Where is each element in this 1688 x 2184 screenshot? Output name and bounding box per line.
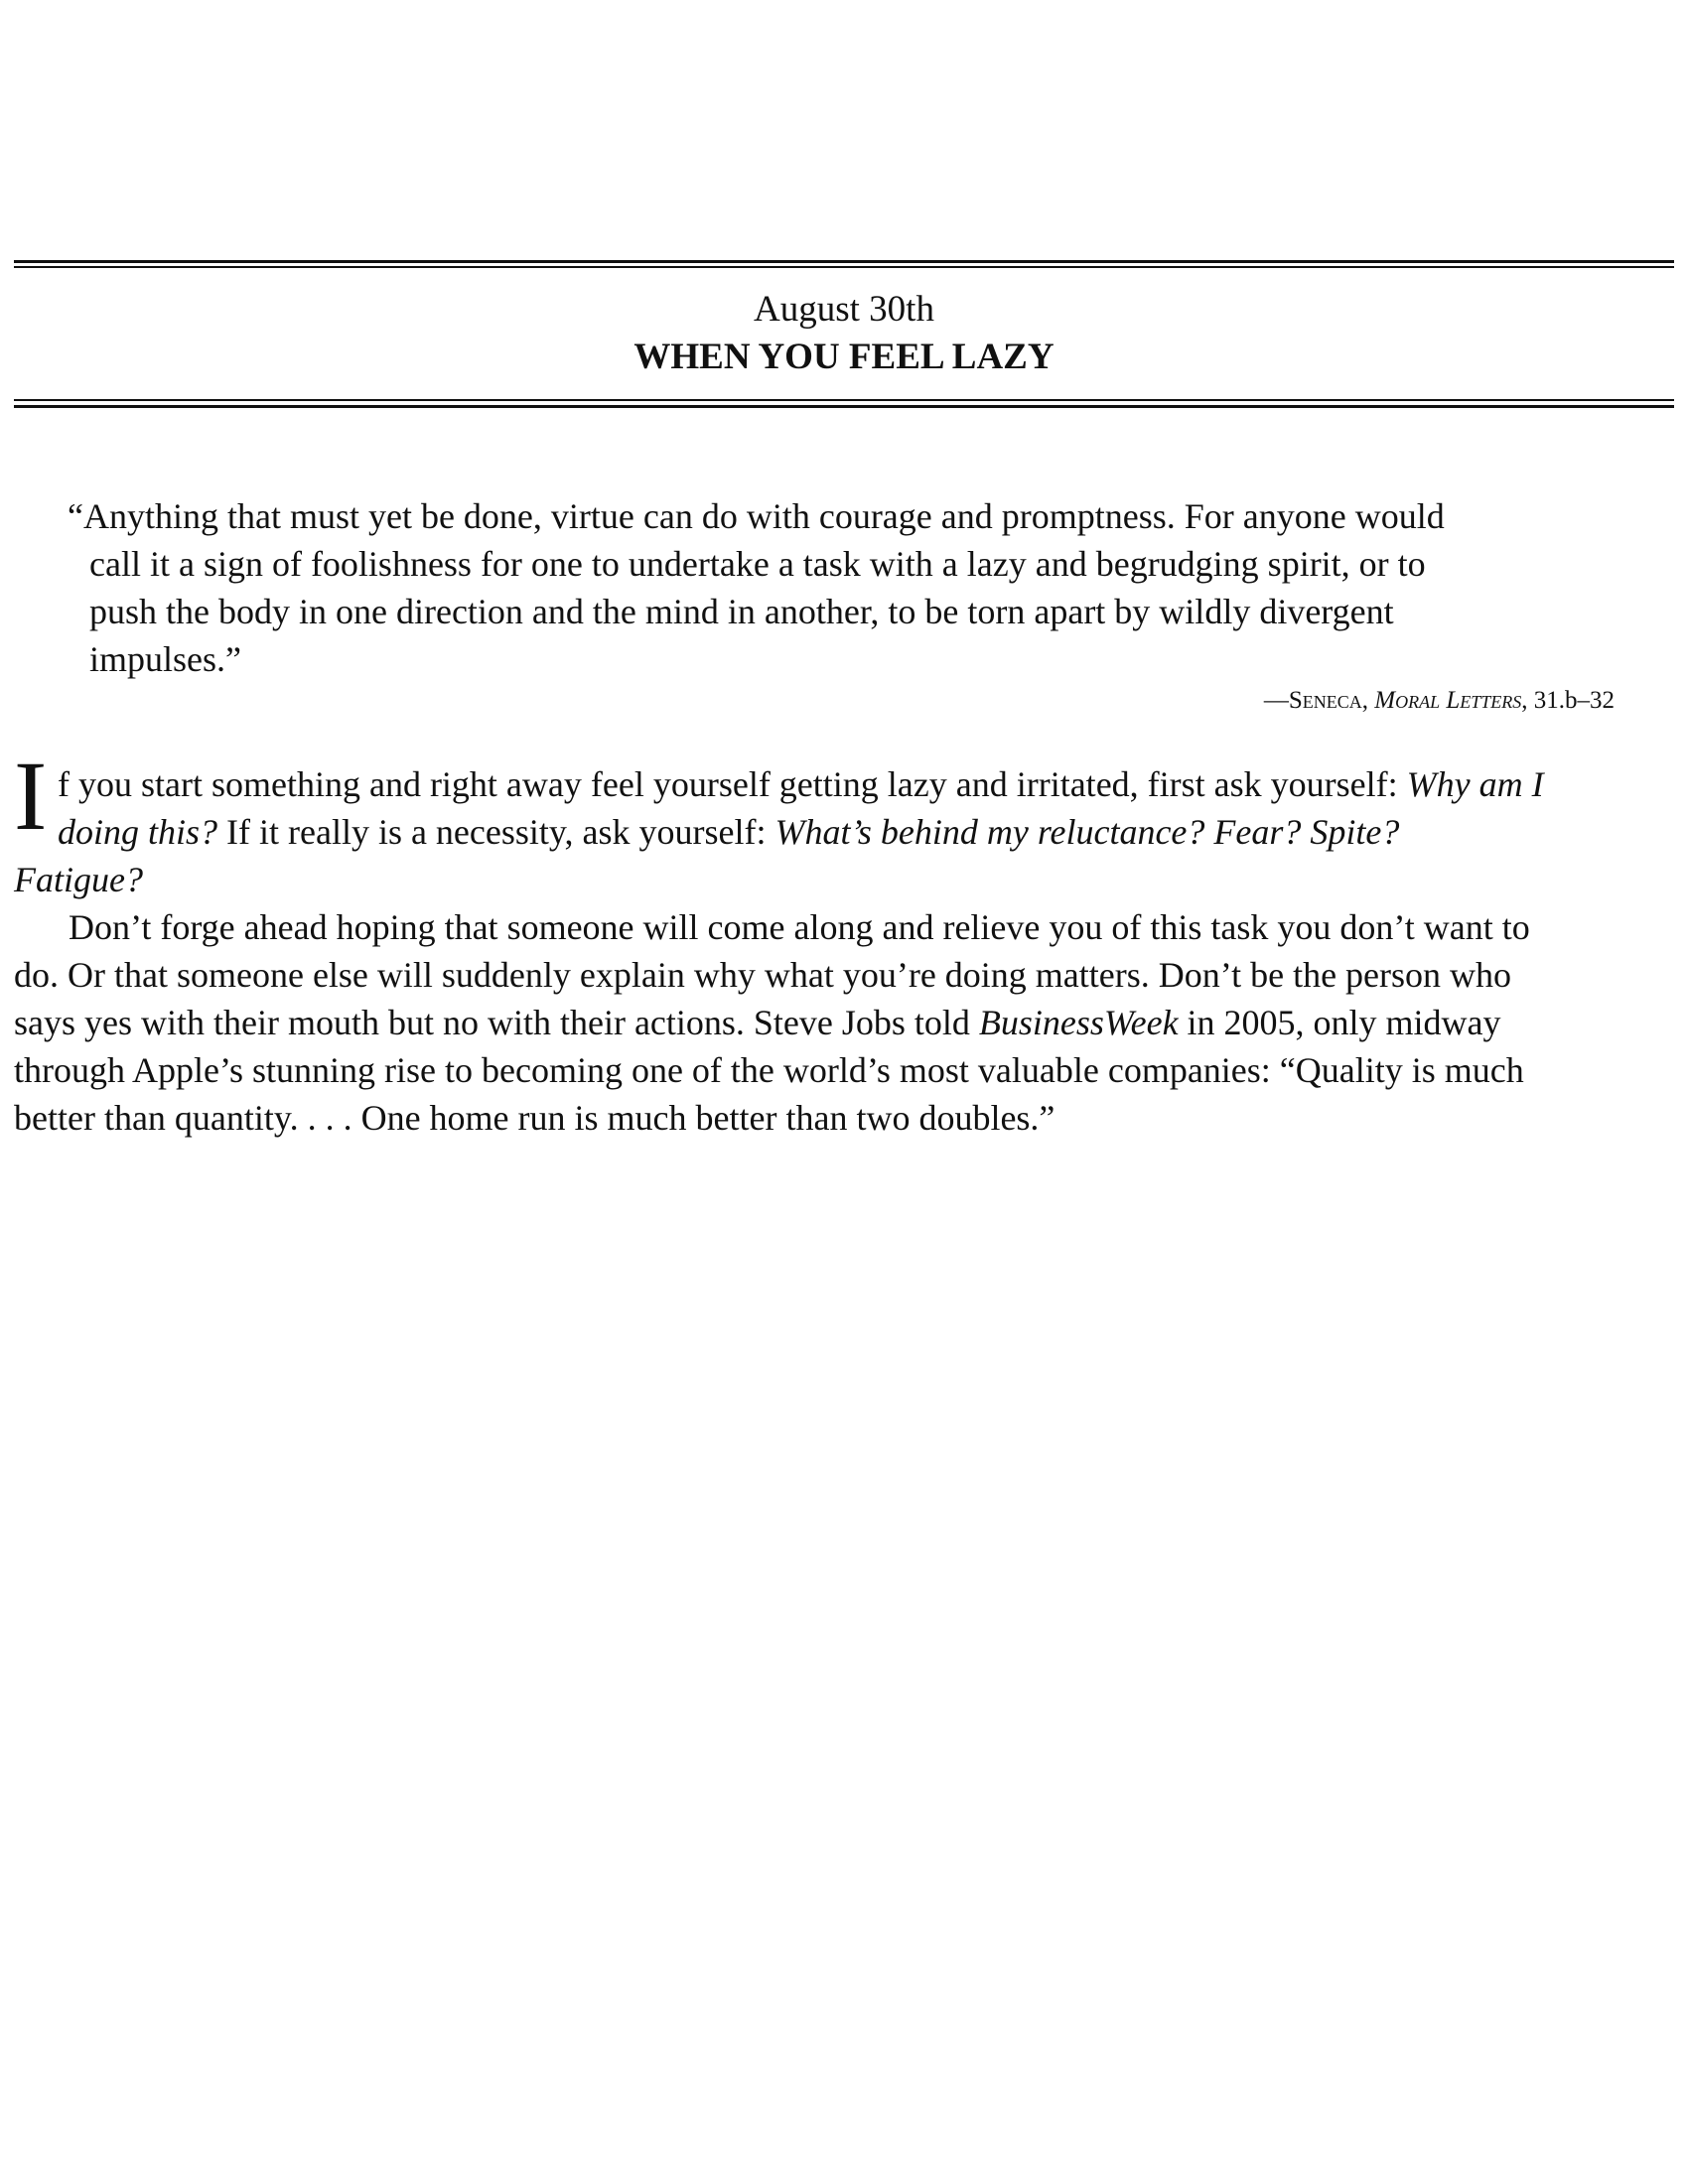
attribution-author: —Seneca, [1263,687,1375,714]
epigraph-line: impulses.” [89,639,241,679]
header-top-rule-inner [14,266,1674,268]
paragraph-1-line-2 [14,808,1674,856]
entry-title: WHEN YOU FEEL LAZY [633,337,1055,377]
header-top-rule-outer [14,260,1674,263]
epigraph-line: push the body in one direction and the mind in another, to be torn apart by wildly divergent [89,592,1394,631]
epigraph-line: call it a sign of foolishness for one to undertake a task with a lazy and begrudging spirit, or to [89,544,1426,584]
epigraph-attribution [1264,685,1615,717]
text-run: says yes with their mouth but no with their actions. Steve Jobs told [14,1003,979,1042]
text-run: If it really is a necessity, ask yourself: [217,812,775,852]
header-bottom-rule-inner [14,399,1674,401]
attribution-reference: , 31.b–32 [1521,687,1615,714]
italic-run: What’s behind my reluctance? Fear? Spite? [774,812,1400,852]
paragraph-1-line-3: Fatigue? [14,860,143,899]
epigraph-line: “Anything that must yet be done, virtue can do with courage and promptness. For anyone would [68,496,1445,536]
italic-run: BusinessWeek [978,1003,1179,1042]
paragraph-2-line-1: Don’t forge ahead hoping that someone will come along and relieve you of this task you don’t want to [69,907,1530,947]
body-text [14,760,1674,1142]
header-bottom-rule-outer [14,405,1674,408]
italic-run: doing this? [58,812,218,852]
attribution-work: Moral Letters [1374,687,1522,714]
italic-run: Why am I [1406,764,1544,804]
paragraph-2-line-3 [14,999,1674,1046]
entry-date: August 30th [754,289,934,330]
epigraph-quote [68,492,1587,683]
paragraph-2-line-4: through Apple’s stunning rise to becoming one of the world’s most valuable companies: “Quality is much [14,1050,1524,1090]
paragraph-2-line-5: better than quantity. . . . One home run is much better than two doubles.” [14,1098,1055,1138]
paragraph-2-line-2: do. Or that someone else will suddenly explain why what you’re doing matters. Don’t be the person who [14,955,1512,995]
text-run: f you start something and right away feel yourself getting lazy and irritated, first ask yourself: [58,764,1407,804]
drop-cap: I [14,741,48,851]
text-run: in 2005, only midway [1178,1003,1501,1042]
paragraph-1-line-1 [14,760,1674,808]
